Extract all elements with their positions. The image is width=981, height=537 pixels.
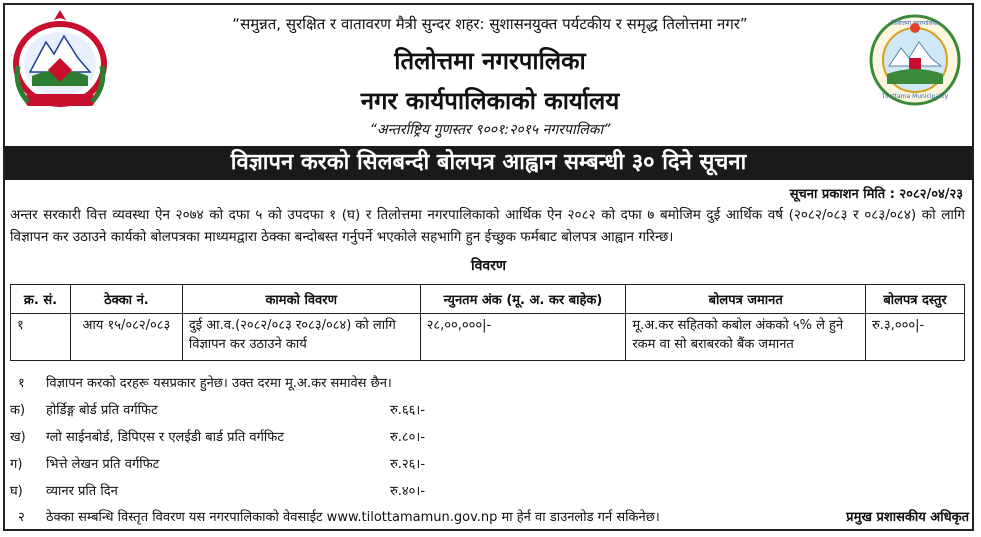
table-row: [11, 314, 965, 361]
municipality-seal-icon: [869, 14, 961, 106]
col-header-fee: बोलपत्र दस्तुर: [866, 285, 965, 314]
publish-date: [790, 184, 963, 202]
note-2-mark: २: [18, 510, 25, 525]
col-header-min-amount: न्युनतम अंक (मू. अ. कर बाहेक): [420, 285, 626, 314]
rate-amount: रु.६६।-: [390, 403, 426, 418]
header: [0, 0, 977, 140]
signature: प्रमुख प्रशासकीय अधिकृत: [846, 510, 969, 525]
cell-contract-no: आय १५/०८२/०८३: [70, 314, 182, 361]
rate-label: ग्लो साईनबोर्ड, डिपिएस र एलईडी बार्ड प्रति वर्गफिट: [46, 430, 284, 445]
col-header-contract: ठेक्का नं.: [70, 285, 182, 314]
rate-amount: रु.२६।-: [390, 457, 426, 472]
rate-amount: रु.४०।-: [390, 484, 426, 499]
cell-min-amount: २८,००,०००|-: [420, 314, 626, 361]
publish-date-value: २०८२/०४/२३: [899, 187, 963, 202]
slogan: “समुन्नत, सुरक्षित र वातावरण मैत्री सुन्दर शहर: सुशासनयुक्त पर्यटकीय र समृद्ध तिलोत्तमा नगर”: [232, 15, 748, 33]
notice-title-banner: विज्ञापन करको सिलबन्दी बोलपत्र आह्वान सम्बन्धी ३० दिने सूचना: [5, 146, 972, 180]
rate-label: व्यानर प्रति दिन: [46, 484, 118, 499]
tender-table: [10, 284, 965, 361]
rate-label: भित्ते लेखन प्रति वर्गफिट: [46, 457, 160, 472]
office-name: नगर कार्यपालिकाको कार्यालय: [360, 87, 620, 115]
cell-guarantee: मू.अ.कर सहितको कबोल अंकको ५% ले हुने रकम वा सो बराबरको बैंक जमानत: [626, 314, 866, 361]
seal-text: तिलोत्तमा नगरपालिका: [891, 20, 939, 27]
seal-text-en: Tilottama Municipality: [881, 93, 949, 100]
note-1-mark: १: [18, 376, 25, 391]
rate-amount: रु.८०।-: [390, 430, 426, 445]
cell-fee: रु.३,०००|-: [866, 314, 965, 361]
rate-label: होर्डिङ्ग बोर्ड प्रति वर्गफिट: [46, 403, 158, 418]
col-header-description: कामको विवरण: [182, 285, 420, 314]
rate-mark: घ): [10, 484, 23, 499]
note-2-text: ठेक्का सम्बन्धि विस्तृत विवरण यस नगरपालिकाको वेवसाईट www.tilottamamun.gov.np मा हेर्न वा डाउनलोड गर्न सकिनेछ।: [46, 510, 660, 525]
rate-mark: ग): [10, 457, 23, 472]
nepal-emblem-icon: [8, 6, 113, 116]
cell-description: दुई आ.व.(२०८२/०८३ र०८३/०८४) को लागि विज्ञापन कर उठाउने कार्य: [182, 314, 420, 361]
detail-heading: विवरण: [470, 258, 507, 274]
table-header-row: [11, 285, 965, 314]
col-header-guarantee: बोलपत्र जमानत: [626, 285, 866, 314]
cell-sn: १: [11, 314, 71, 361]
rate-mark: ख): [10, 430, 26, 445]
note-1-text: विज्ञापन करको दरहरू यसप्रकार हुनेछ। उक्त दरमा मू.अ.कर समावेस छैन।: [46, 376, 392, 391]
publish-label: सूचना प्रकाशन मिति :: [789, 187, 895, 202]
col-header-sn: क्र. सं.: [11, 285, 71, 314]
rate-mark: क): [10, 403, 26, 418]
notice-body: अन्तर सरकारी वित्त व्यवस्था ऐन २०७४ को दफा ५ को उपदफा १ (घ) र तिलोत्तमा नगरपालिकाको आर्थिक ऐन २०८२ को दफा ७ बमोजिम दुई आर्थिक वर्ष (२०८२/०८३ र ०८३/०८४) को लागि विज्ञापन कर उठाउने कार्यको बोलपत्रका माध्यमद्वारा ठेक्का बन्दोबस्त गर्नुपर्ने भएकोले सहभागि हुन ईच्छुक फर्मबाट बोलपत्र आह्वान गरिन्छ।: [10, 207, 965, 245]
iso-line: “अन्तर्राष्ट्रिय गुणस्तर ९००१:२०१५ नगरपालिका”: [369, 122, 611, 138]
org-name: तिलोत्तमा नगरपालिका: [394, 47, 586, 75]
